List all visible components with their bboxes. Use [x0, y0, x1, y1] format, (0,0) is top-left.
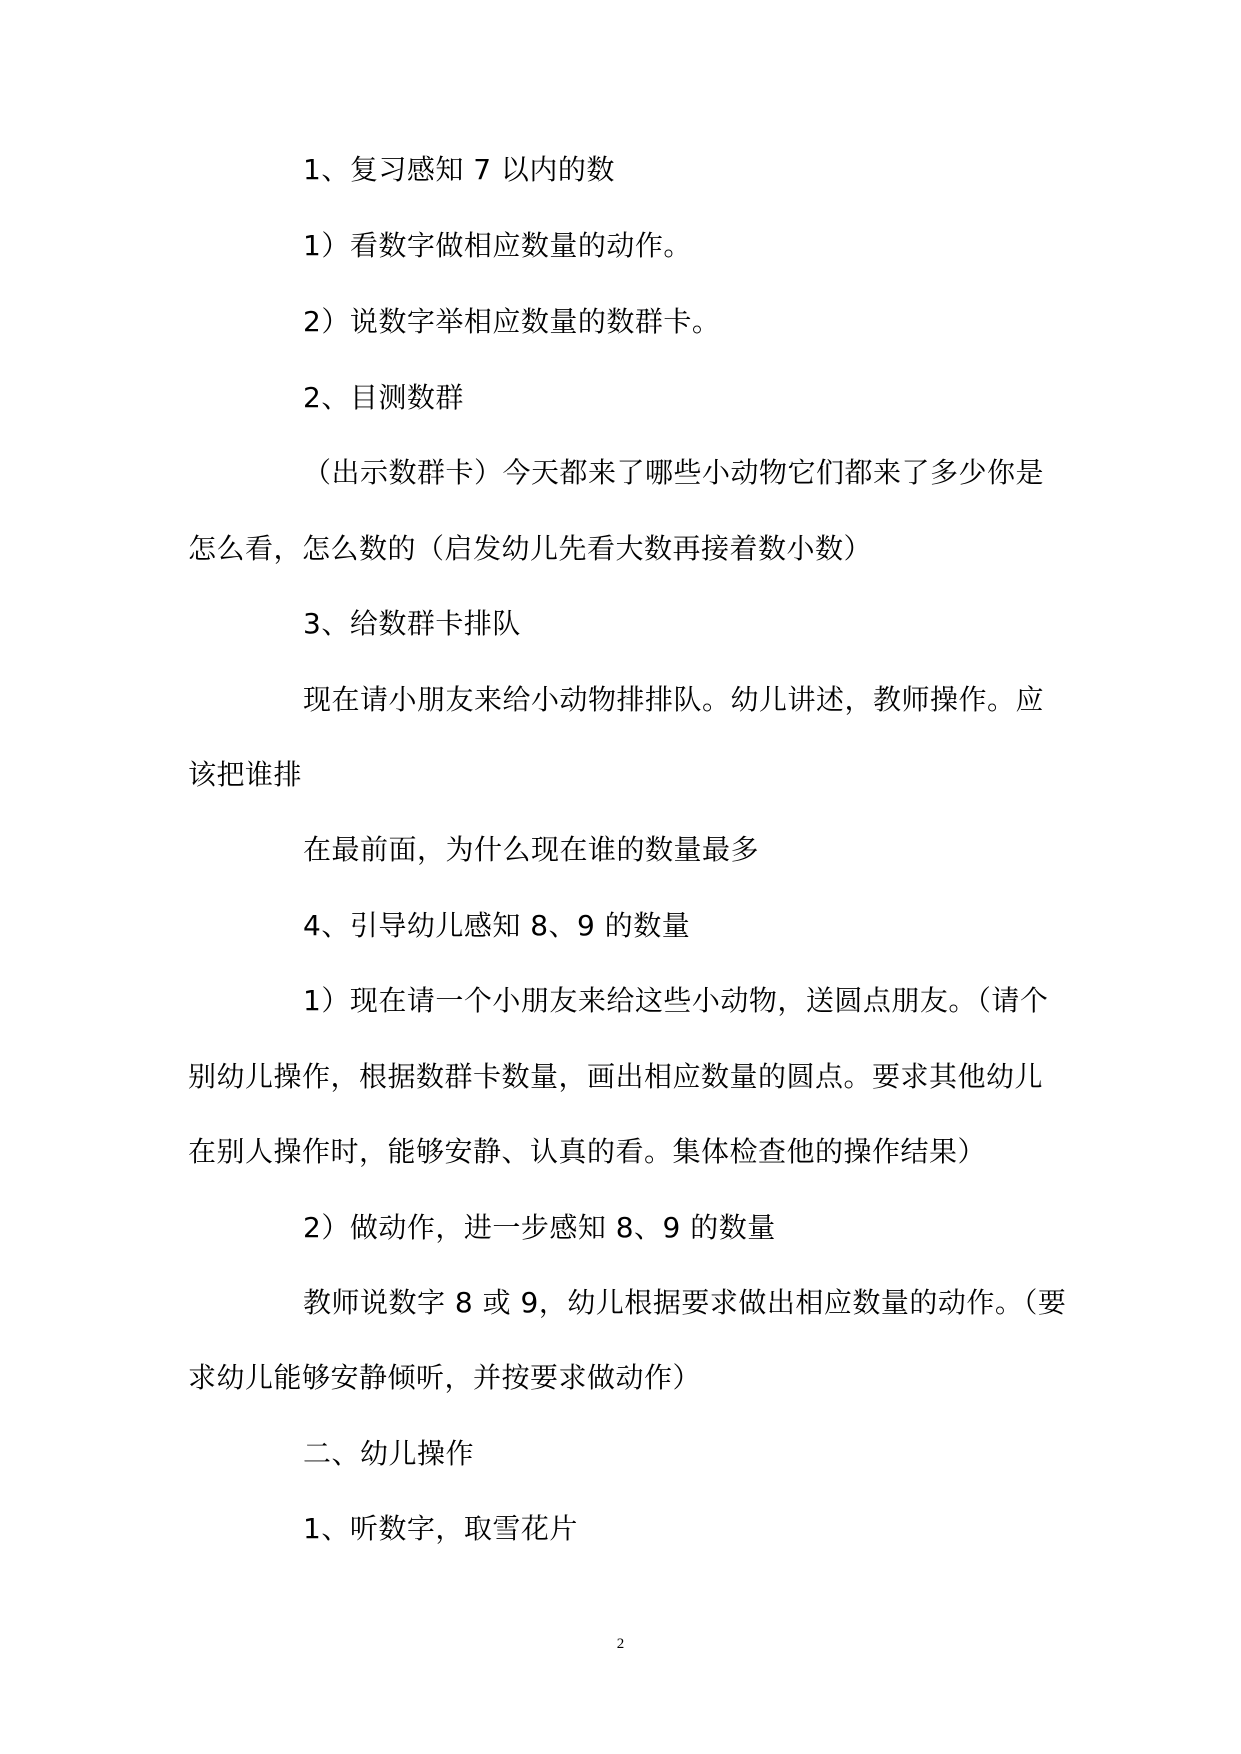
text-line: 在别人操作时，能够安静、认真的看。集体检查他的操作结果） [188, 1135, 987, 1168]
text-line: 求幼儿能够安静倾听，并按要求做动作） [188, 1361, 702, 1394]
text-line: 1、复习感知 7 以内的数 [303, 153, 615, 186]
text-line: 2、目测数群 [303, 381, 464, 414]
text-line: 现在请小朋友来给小动物排排队。幼儿讲述，教师操作。应 [303, 683, 1045, 716]
text-line: 1）看数字做相应数量的动作。 [303, 229, 692, 262]
text-line: 在最前面，为什么现在谁的数量最多 [303, 833, 760, 866]
text-line: 二、幼儿操作 [303, 1437, 475, 1470]
text-line: 教师说数字 8 或 9，幼儿根据要求做出相应数量的动作。（要 [303, 1286, 1067, 1319]
text-line: 2）说数字举相应数量的数群卡。 [303, 305, 721, 338]
page-number: 2 [616, 1636, 625, 1652]
text-line: （出示数群卡）今天都来了哪些小动物它们都来了多少你是 [303, 456, 1045, 489]
text-line: 1）现在请一个小朋友来给这些小动物，送圆点朋友。（请个 [303, 984, 1049, 1017]
text-line: 3、给数群卡排队 [303, 607, 521, 640]
text-line: 4、引导幼儿感知 8、9 的数量 [303, 909, 691, 942]
text-line: 怎么看，怎么数的（启发幼儿先看大数再接着数小数） [188, 532, 873, 565]
text-line: 该把谁排 [188, 758, 303, 791]
text-line: 2）做动作，进一步感知 8、9 的数量 [303, 1211, 776, 1244]
text-line: 1、听数字，取雪花片 [303, 1512, 578, 1545]
text-line: 别幼儿操作，根据数群卡数量，画出相应数量的圆点。要求其他幼儿 [188, 1060, 1044, 1093]
